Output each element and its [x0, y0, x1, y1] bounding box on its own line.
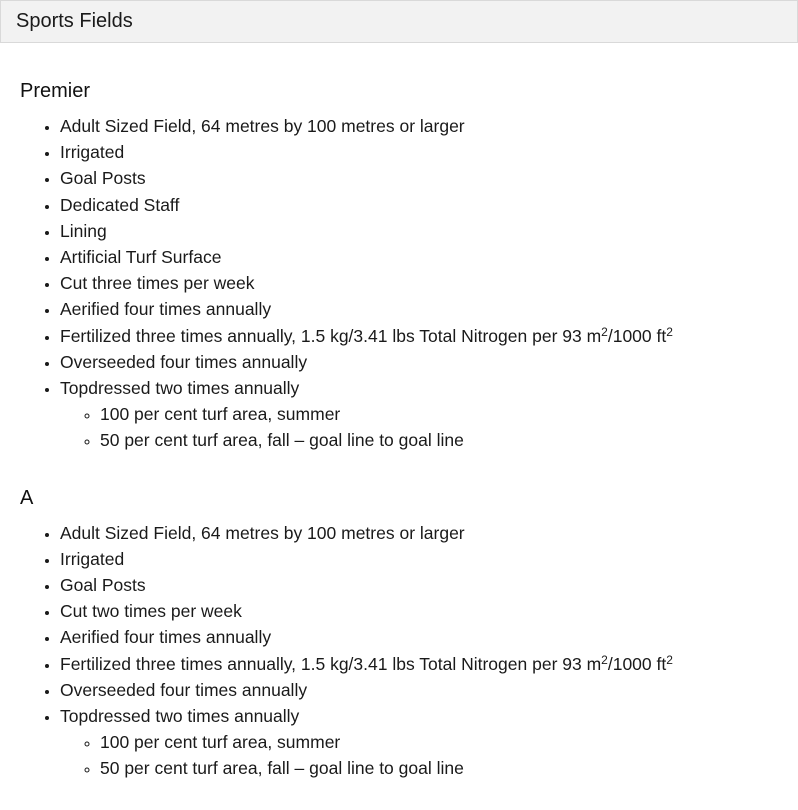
section-premier — [20, 78, 778, 454]
superscript: 2 — [601, 652, 608, 667]
list-item: • Dedicated Staff — [60, 192, 778, 218]
fertilized-text: Fertilized three times annually, 1.5 kg/3.41 lbs Total Nitrogen per 93 m — [60, 325, 602, 346]
list-item: • Overseeded four times annually — [60, 349, 778, 375]
list-item: • Aerified four times annually — [60, 624, 778, 650]
list-item-topdressed — [60, 703, 778, 782]
list-item: • Cut three times per week — [60, 270, 778, 296]
list-item: • Adult Sized Field, 64 metres by 100 metres or larger — [60, 520, 778, 546]
list-item: • Irrigated — [60, 139, 778, 165]
topdressed-text: Topdressed two times annually — [60, 378, 300, 399]
sub-list-item: ◦ 100 per cent turf area, summer — [100, 729, 778, 755]
section-a — [20, 485, 778, 782]
requirements-list — [20, 520, 778, 782]
list-item: • Irrigated — [60, 546, 778, 572]
fertilized-unit: /1000 ft — [607, 653, 667, 674]
content — [0, 78, 798, 782]
list-item-fertilized — [60, 651, 778, 677]
list-item: • Lining — [60, 218, 778, 244]
sub-list — [60, 401, 778, 453]
sub-list-item: ◦ 50 per cent turf area, fall – goal line to goal line — [100, 427, 778, 453]
topdressed-text: Topdressed two times annually — [60, 706, 300, 727]
list-item-topdressed — [60, 375, 778, 454]
sub-list-item: ◦ 50 per cent turf area, fall – goal line to goal line — [100, 755, 778, 781]
list-item: • Adult Sized Field, 64 metres by 100 metres or larger — [60, 113, 778, 139]
list-item: • Aerified four times annually — [60, 296, 778, 322]
fertilized-unit: /1000 ft — [607, 325, 667, 346]
superscript: 2 — [601, 324, 608, 339]
list-item: • Goal Posts — [60, 572, 778, 598]
list-item: • Artificial Turf Surface — [60, 244, 778, 270]
sub-list-item: ◦ 100 per cent turf area, summer — [100, 401, 778, 427]
list-item: • Overseeded four times annually — [60, 677, 778, 703]
fertilized-text: Fertilized three times annually, 1.5 kg/3.41 lbs Total Nitrogen per 93 m — [60, 653, 602, 674]
sub-list — [60, 729, 778, 781]
superscript: 2 — [666, 324, 673, 339]
requirements-list — [20, 113, 778, 454]
list-item-fertilized — [60, 323, 778, 349]
section-heading: Premier — [20, 80, 91, 102]
superscript: 2 — [666, 652, 673, 667]
panel-header — [0, 0, 798, 43]
list-item: • Goal Posts — [60, 165, 778, 191]
list-item: • Cut two times per week — [60, 598, 778, 624]
page-title: Sports Fields — [16, 10, 133, 32]
section-heading: A — [20, 486, 34, 509]
